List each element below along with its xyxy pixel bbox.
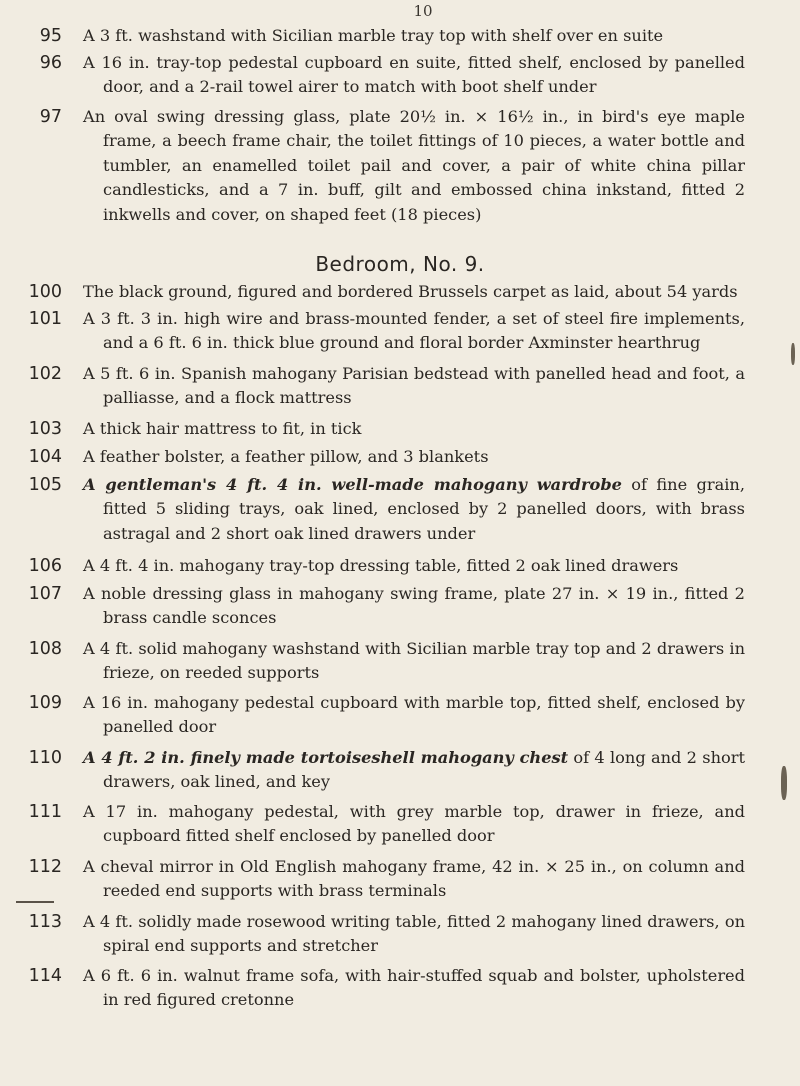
lot-description: A 16 in. tray-top pedestal cupboard en suite, fitted shelf, enclosed by panelled door, and a 2-rail towel airer to match with boot shelf under bbox=[83, 53, 745, 97]
lot-number: 114 bbox=[28, 966, 62, 986]
lot-number: 107 bbox=[28, 584, 62, 604]
lot-description-rest: of fine grain, fitted 5 sliding trays, oak lined, enclosed by 2 panelled doors, with brass astragal and 2 short oak lined drawers under bbox=[103, 475, 745, 543]
lot-description: A 3 ft. washstand with Sicilian marble tray top with shelf over en suite bbox=[83, 26, 664, 45]
margin-pencil-mark bbox=[16, 901, 54, 903]
section-heading: Bedroom, No. 9. bbox=[315, 252, 485, 276]
lot-number: 95 bbox=[39, 26, 62, 46]
lot-number: 111 bbox=[28, 802, 62, 822]
lot-number: 102 bbox=[28, 364, 62, 384]
page-number: 10 bbox=[413, 2, 433, 20]
lot-description bbox=[83, 746, 745, 795]
lot-number: 109 bbox=[28, 693, 62, 713]
lot-description: A 4 ft. 4 in. mahogany tray-top dressing table, fitted 2 oak lined drawers bbox=[83, 556, 679, 575]
lot-number: 105 bbox=[28, 475, 62, 495]
lot-number: 96 bbox=[39, 53, 62, 73]
lot-description: A 16 in. mahogany pedestal cupboard with marble top, fitted shelf, enclosed by panelled door bbox=[83, 693, 745, 737]
lot-bold-lead: A gentleman's 4 ft. 4 in. well-made mahogany wardrobe bbox=[83, 475, 622, 494]
lot-description: An oval swing dressing glass, plate 20½ in. × 16½ in., in bird's eye maple frame, a beech frame chair, the toilet fittings of 10 pieces, a water bottle and tumbler, an enamelled toilet pail and cover, a pair of white china pillar candlesticks, and a 7 in. buff, gilt and embossed china inkstand, fitted 2 inkwells and cover, on shaped feet (18 pieces) bbox=[83, 107, 745, 224]
lot-description: A cheval mirror in Old English mahogany frame, 42 in. × 25 in., on column and reeded end supports with brass terminals bbox=[83, 857, 745, 901]
lot-number: 108 bbox=[28, 639, 62, 659]
lot-description: A 5 ft. 6 in. Spanish mahogany Parisian bedstead with panelled head and foot, a palliasse, and a flock mattress bbox=[83, 364, 745, 408]
lot-description: A 4 ft. solidly made rosewood writing table, fitted 2 mahogany lined drawers, on spiral end supports and stretcher bbox=[83, 912, 745, 956]
edge-blemish bbox=[781, 766, 787, 800]
lot-description-rest: of 4 long and 2 short drawers, oak lined, and key bbox=[103, 748, 745, 792]
lot-number: 104 bbox=[28, 447, 62, 467]
lot-description: A feather bolster, a feather pillow, and 3 blankets bbox=[83, 447, 489, 466]
lot-number: 103 bbox=[28, 419, 62, 439]
lot-number: 101 bbox=[28, 309, 62, 329]
lot-number: 106 bbox=[28, 556, 62, 576]
lot-number: 100 bbox=[28, 282, 62, 302]
lot-description: A 17 in. mahogany pedestal, with grey marble top, drawer in frieze, and cupboard fitted shelf enclosed by panelled door bbox=[83, 802, 745, 846]
lot-description bbox=[83, 473, 745, 546]
lot-number: 110 bbox=[28, 748, 62, 768]
lot-description: The black ground, figured and bordered Brussels carpet as laid, about 54 yards bbox=[83, 282, 738, 301]
lot-description: A 6 ft. 6 in. walnut frame sofa, with hair-stuffed squab and bolster, upholstered in red figured cretonne bbox=[83, 966, 745, 1010]
lot-description: A 4 ft. solid mahogany washstand with Sicilian marble tray top and 2 drawers in frieze, on reeded supports bbox=[83, 639, 745, 683]
edge-blemish bbox=[791, 343, 795, 365]
lot-bold-lead: A 4 ft. 2 in. finely made tortoiseshell mahogany chest bbox=[83, 748, 569, 767]
lot-description: A thick hair mattress to fit, in tick bbox=[83, 419, 362, 438]
lot-number: 113 bbox=[28, 912, 62, 932]
lot-description: A 3 ft. 3 in. high wire and brass-mounted fender, a set of steel fire implements, and a 6 ft. 6 in. thick blue ground and floral border Axminster hearthrug bbox=[83, 309, 745, 353]
lot-number: 97 bbox=[39, 107, 62, 127]
lot-number: 112 bbox=[28, 857, 62, 877]
lot-description: A noble dressing glass in mahogany swing frame, plate 27 in. × 19 in., fitted 2 brass candle sconces bbox=[83, 584, 745, 628]
